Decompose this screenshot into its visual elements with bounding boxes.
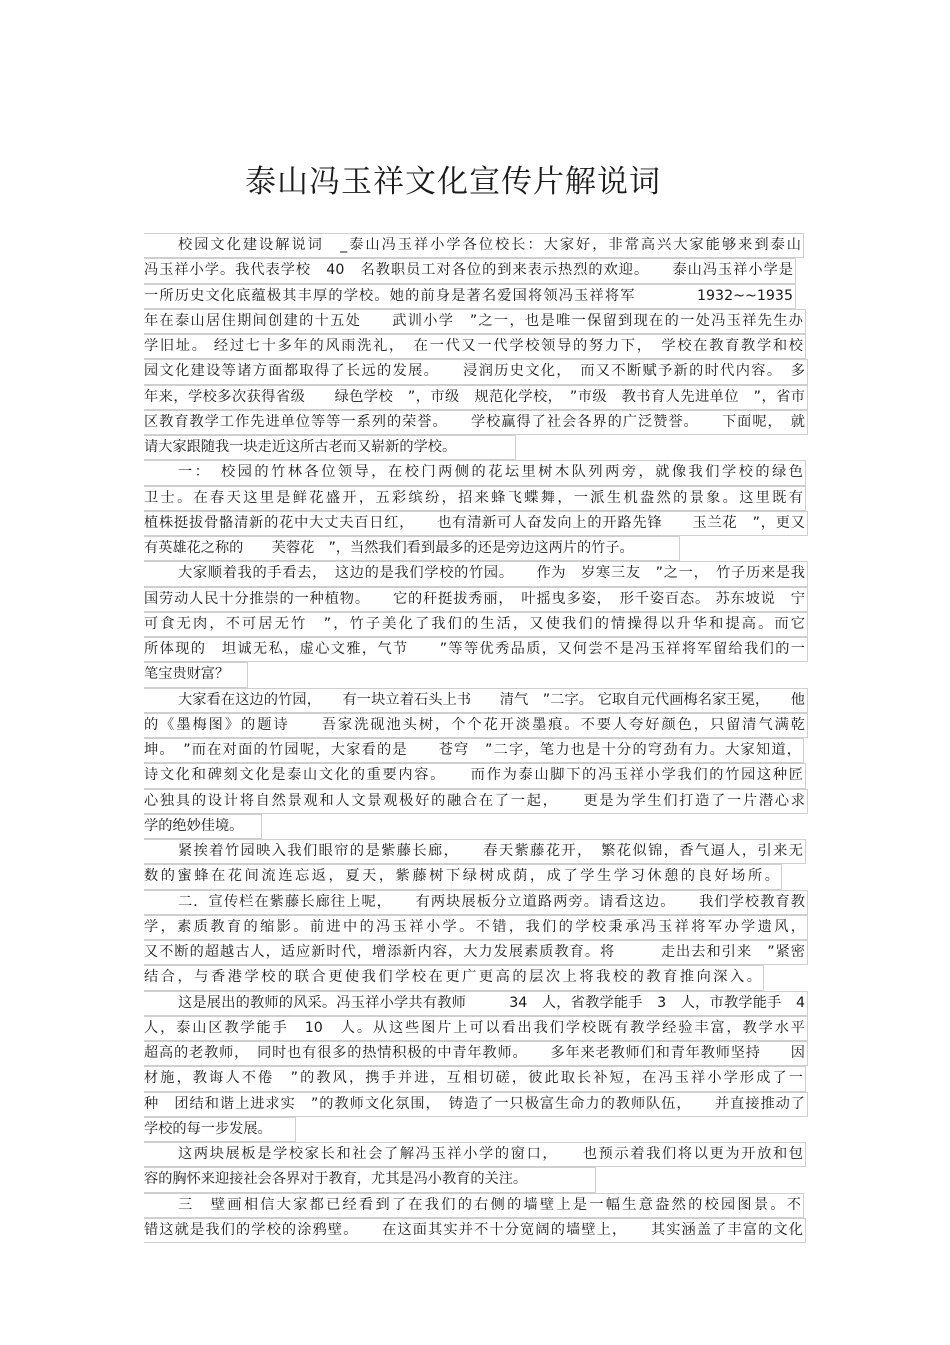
text-line: 错这就是我们的学校的涂鸦壁。 在这面其实并不十分宽阔的墙壁上， 其实涵盖了丰富的文化 [144, 1218, 806, 1243]
text-line: 大家顺着我的手看去， 这边的是我们学校的竹园。 作为 岁寒三友 ”之一， 竹子历来是我 [144, 561, 808, 586]
text-line: 有英雄花之称的 芙蓉花 ”，当然我们看到最多的还是旁边这两片的竹子。 [144, 536, 680, 561]
text-line: 材施，教诲人不倦 ”的教风，携手并进，互相切磋，彼此取长补短，在冯玉祥小学形成了一 [144, 1066, 806, 1091]
text-line: 结合，与香港学校的联合更使我们学校在更广更高的层次上将我校的教育推向深入。 [144, 965, 764, 990]
text-line: 学的绝妙佳境。 [144, 814, 262, 839]
document-body [144, 233, 808, 1243]
text-line: 超高的老教师， 同时也有很多的热情积极的中青年教师。 多年来老教师们和青年教师坚持 因 [144, 1041, 808, 1066]
text-line: 请大家跟随我一块走近这所古老而又崭新的学校。 [144, 435, 516, 460]
text-line: 坤。 ”而在对面的竹园呢，大家看的是 苍穹 ”二字，笔力也是十分的穹劲有力。大家知道， [144, 738, 804, 763]
text-line: 卫士。在春天这里是鲜花盛开，五彩缤纷，招来蜂飞蝶舞，一派生机盎然的景象。这里既有 [144, 486, 806, 511]
text-line: 人，泰山区教学能手 10 人。从这些图片上可以看出我们学校既有教学经验丰富，教学水平 [144, 1016, 808, 1041]
text-line: 一： 校园的竹林各位领导，在校门两侧的花坛里树木队列两旁，就像我们学校的绿色 [144, 460, 806, 485]
text-line: 可食无肉，不可居无竹 ”，竹子美化了我们的生活，又使我们的情操得以升华和提高。而它 [144, 612, 808, 637]
text-line: 容的胸怀来迎接社会各界对于教育，尤其是冯小教育的关注。 [144, 1167, 596, 1192]
text-line: 学旧址。 经过七十多年的风雨洗礼， 在一代又一代学校领导的努力下， 学校在教育教学和校 [144, 334, 806, 359]
text-line: 年在泰山居住期间创建的十五处 武训小学 ”之一，也是唯一保留到现在的一处冯玉祥先生办 [144, 309, 806, 334]
text-line: 三 壁画相信大家都已经看到了在我们的右侧的墙壁上是一幅生意盎然的校园图景。不 [144, 1193, 804, 1218]
text-line: 又不断的超越古人，适应新时代，增添新内容，大力发展素质教育。将 走出去和引来 ”紧密 [144, 940, 808, 965]
text-line: 园文化建设等诸方面都取得了长远的发展。 浸润历史文化， 而又不断赋予新的时代内容。 多 [144, 359, 808, 384]
text-line: 国劳动人民十分推崇的一种植物。 它的秆挺拔秀丽， 叶摇曳多姿， 形千姿百态。 苏东坡说 宁 [144, 587, 808, 612]
text-line: 笔宝贵财富？ [144, 662, 248, 687]
text-line: 一所历史文化底蕴极其丰厚的学校。她的前身是著名爱国将领冯玉祥将军 1932~~1935 [144, 284, 796, 309]
text-line: 紧挨着竹园映入我们眼帘的是紫藤长廊， 春天紫藤花开， 繁花似锦，香气逼人，引来无 [144, 839, 806, 864]
text-line: 大家看在这边的竹园， 有一块立着石头上书 清气 ”二字。 它取自元代画梅名家王冕， 他 [144, 688, 808, 713]
text-line: 学校的每一步发展。 [144, 1117, 296, 1142]
text-line: 诗文化和碑刻文化是泰山文化的重要内容。 而作为泰山脚下的冯玉祥小学我们的竹园这种匠 [144, 763, 806, 788]
text-line: 区教育教学工作先进单位等等一系列的荣誉。 学校赢得了社会各界的广泛赞誉。 下面呢， 就 [144, 410, 808, 435]
document-title: 泰山冯玉祥文化宣传片解说词 [245, 164, 661, 200]
text-line: 冯玉祥小学。我代表学校 40 名教职员工对各位的到来表示热烈的欢迎。 泰山冯玉祥小学是 [144, 258, 796, 283]
text-line: 学，素质教育的缩影。前进中的冯玉祥小学。不错，我们的学校秉承冯玉祥将军办学遗风， [144, 915, 808, 940]
text-line: 年来，学校多次获得省级 绿色学校 ”，市级 规范化学校， ”市级 教书育人先进单位 ”，省市 [144, 385, 808, 410]
text-line: 这两块展板是学校家长和社会了解冯玉祥小学的窗口， 也预示着我们将以更为开放和包 [144, 1142, 806, 1167]
text-line: 心独具的设计将自然景观和人文景观极好的融合在了一起， 更是为学生们打造了一片潜心求 [144, 789, 808, 814]
text-line: 这是展出的教师的风采。冯玉祥小学共有教师 34 人，省教学能手 3 人，市教学能手 4 [144, 991, 808, 1016]
text-line: 数的蜜蜂在花间流连忘返，夏天，紫藤树下绿树成荫，成了学生学习休憩的良好场所。 [144, 864, 782, 889]
text-line: 校园文化建设解说词 _泰山冯玉祥小学各位校长：大家好，非常高兴大家能够来到泰山 [144, 233, 804, 258]
text-line: 所体现的 坦诚无私，虚心文雅，气节 ”等等优秀品质，又何尝不是冯玉祥将军留给我们的一 [144, 637, 808, 662]
text-line: 二．宣传栏在紫藤长廊往上呢， 有两块展板分立道路两旁。请看这边。 我们学校教育教 [144, 890, 808, 915]
text-line: 的《墨梅图》的题诗 吾家洗砚池头树，个个花开淡墨痕。不要人夸好颜色，只留清气满乾 [144, 713, 808, 738]
text-line: 植株挺拔骨骼清新的花中大丈夫百日红， 也有清新可人奋发向上的开路先锋 玉兰花 ”，更又 [144, 511, 808, 536]
text-line: 种 团结和谐上进求实 ”的教师文化氛围， 铸造了一只极富生命力的教师队伍， 并直接推动了 [144, 1092, 808, 1117]
